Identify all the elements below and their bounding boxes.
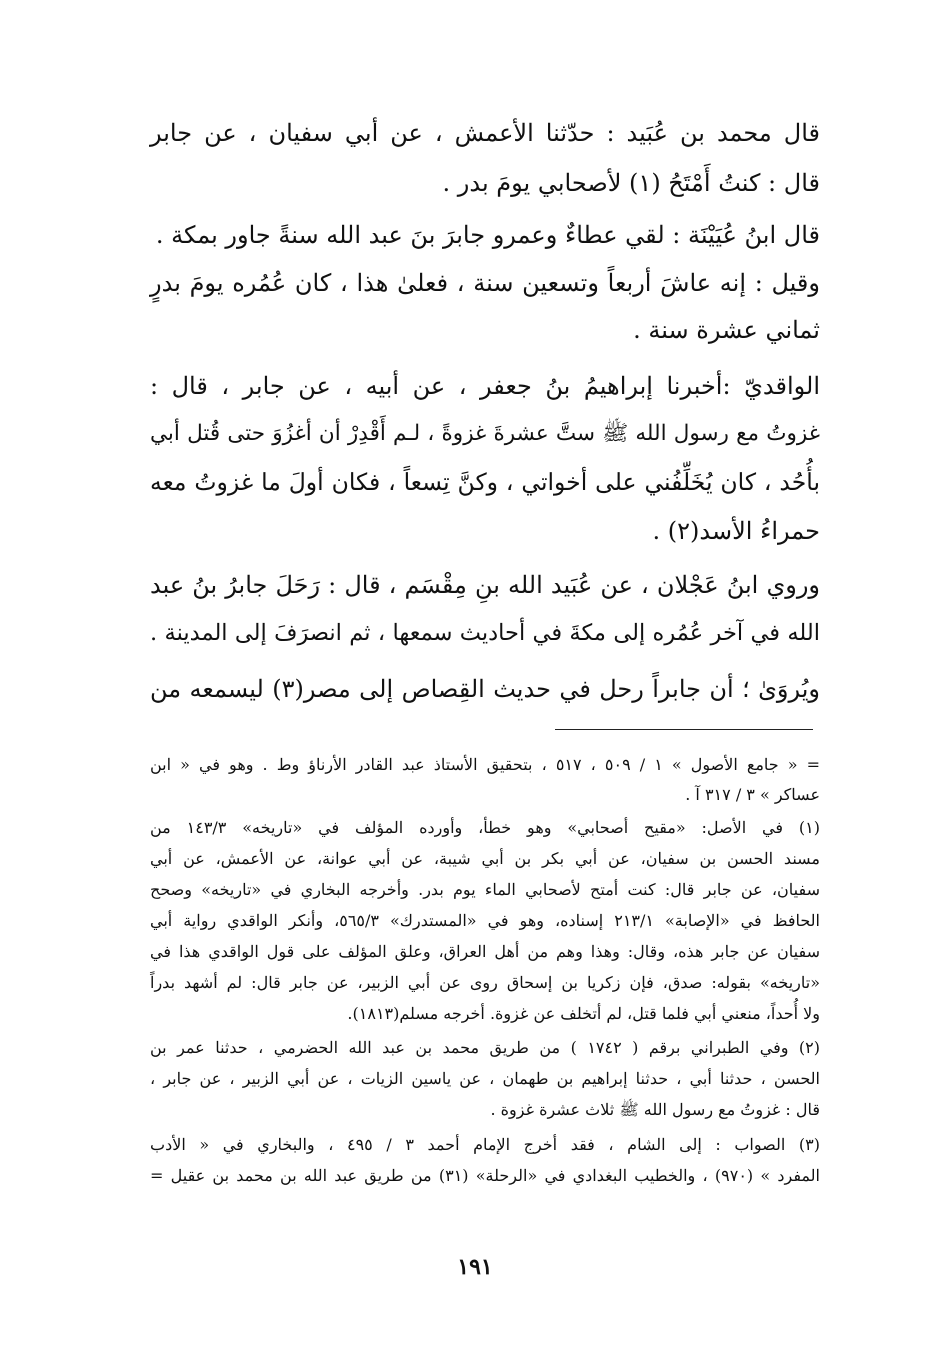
footnote-line-12: قال : غزوتُ مع رسول الله ﷺ ثلاث عشرة غزوة . xyxy=(490,1100,820,1119)
footnote-separator xyxy=(555,729,813,730)
footnote-line-9: ولا أُحداً، منعني أبي فلما قتل، لم أتخلف عن غزوة. أخرجه مسلم(١٨١٣). xyxy=(347,1004,820,1023)
main-line-6: الواقديّ :أخبرنا إبراهيمُ بنُ جعفر ، عن أبيه ، عن جابر ، قال : xyxy=(150,372,820,400)
footnote-line-13: (٣) الصواب : إلى الشام ، فقد أخرج الإمام أحمد ٣ / ٤٩٥ ، والبخاري في « الأدب xyxy=(150,1135,821,1154)
footnote-line-1: = « جامع الأصول » ١ / ٥٠٩ ، ٥١٧ ، بتحقيق الأستاذ عبد القادر الأرناؤ وط . وهو في « ابن xyxy=(150,755,821,774)
footnote-line-2: عساكر » ٣ / ٣١٧ آ . xyxy=(685,785,820,804)
footnote-line-7: سفيان عن جابر هذه، وقال: وهذا وهم من أهل العراق، وعلق المؤلف على قول الواقدي هذا في xyxy=(150,942,820,961)
main-line-7: غزوتُ مع رسول الله ﷺ ستَّ عشرةَ غزوةً ، لـم أَقْدِرْ أن أغزُوَ حتى قُتل أبي xyxy=(150,421,820,446)
main-line-12: ويُروَىٰ ؛ أن جابراً رحل في حديث القِصاص إلى مصر(٣) ليسمعه من xyxy=(150,675,820,703)
main-line-11: الله في آخر عُمُره إلى مكةَ في أحاديث سمعها ، ثم انصرَفَ إلى المدينة . xyxy=(150,620,820,646)
main-line-9: حمراءُ الأسد(٢) . xyxy=(652,517,820,545)
footnote-line-10: (٢) وفي الطبراني برقم ( ١٧٤٢ ) من طريق محمد بن عبد الله الحضرمي ، حدثنا عمر بن xyxy=(150,1038,821,1057)
footnote-line-5: سفيان، عن جابر قال: كنت أمتح لأصحابي الماء يوم بدر. وأخرجه البخاري في «تاريخه» وصحح xyxy=(150,880,820,899)
footnote-line-11: الحسن ، حدثنا أبي ، حدثنا إبراهيم بن طهمان ، عن ياسين الزيات ، عن أبي الزبير ، عن جابر ، xyxy=(150,1069,820,1088)
footnote-line-8: «تاريخه» بقوله: صدق، فإن زكريا بن إسحاق روى عن أبي الزبير، عن جابر قال: لم أشهد بدراً xyxy=(150,973,820,992)
main-line-2: قال : كنتُ أَمْتَحُ (١) لأصحابي يومَ بدر . xyxy=(442,169,820,197)
main-line-4: وقيل : إنه عاشَ أربعاً وتسعين سنة ، فعلىٰ هذا ، كان عُمُره يومَ بدرٍ xyxy=(150,269,820,297)
footnote-line-3: (١) في الأصل: «مقيح أصحابي» وهو خطأ، وأورده المؤلف في «تاريخه» ١٤٣/٣ من xyxy=(150,818,820,837)
footnote-line-6: الحافظ في «الإصابة» ٢١٣/١ إسناده، وهو في «المستدرك» ٥٦٥/٣، وأنكر الواقدي رواية أبي xyxy=(150,911,820,930)
main-line-10: وروي ابنُ عَجْلان ، عن عُبَيد الله بنِ مِقْسَم ، قال : رَحَلَ جابرُ بنُ عبد xyxy=(150,571,820,599)
main-line-5: ثماني عشرة سنة . xyxy=(633,316,820,344)
footnote-line-4: مسند الحسن بن سفيان، عن أبي بكر بن أبي شيبة، عن أبي عوانة، عن الأعمش، عن أبي xyxy=(150,849,820,868)
page-number: ١٩١ xyxy=(457,1254,493,1280)
main-line-8: بأُحُد ، كان يُخَلِّفُني على أخواتي ، وكنَّ تِسعاً ، فكان أولَ ما غزوتُ معه xyxy=(150,468,820,496)
main-line-1: قال محمد بن عُبَيد : حدّثنا الأعمش ، عن أبي سفيان ، عن جابر xyxy=(150,119,820,147)
footnote-line-14: المفرد » (٩٧٠) ، والخطيب البغدادي في «الرحلة» (٣١) من طريق عبد الله بن محمد بن عقيل = xyxy=(150,1166,820,1185)
main-line-3: قال ابنُ عُيَيْنَة : لقي عطاءٌ وعمرو جابرَ بنَ عبد الله سنةً جاور بمكة . xyxy=(155,221,820,249)
